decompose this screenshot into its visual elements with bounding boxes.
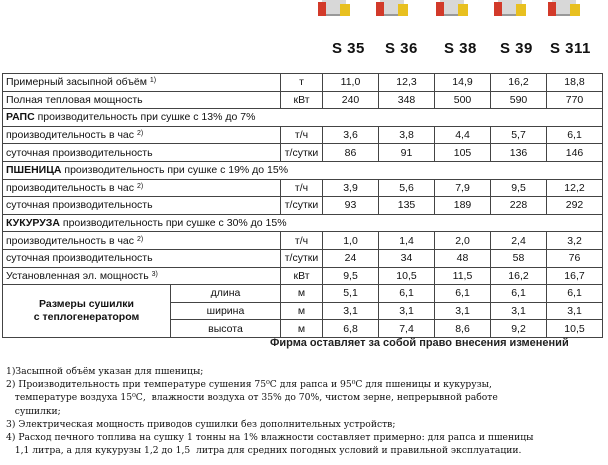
section-1-row-0-value-1: 5,6 <box>379 179 435 197</box>
dryer-image-4 <box>548 0 582 18</box>
section-header-1 <box>3 161 603 179</box>
section-1-row-1 <box>3 197 603 215</box>
section-2-row-0-value-1: 1,4 <box>379 232 435 250</box>
dimension-2-value-1: 7,4 <box>379 320 435 338</box>
section-0-row-0-label-text: производительность в час <box>6 129 135 142</box>
section-2-row-0-label <box>3 232 281 250</box>
dimension-0-value-1: 6,1 <box>379 285 435 303</box>
general-row-0-value-2: 14,9 <box>435 74 491 92</box>
section-2-row-1-value-2: 48 <box>435 249 491 267</box>
power-row-value-1: 10,5 <box>379 267 435 285</box>
section-0-row-1-value-2: 105 <box>435 144 491 162</box>
model-header-4: S 311 <box>550 40 591 57</box>
model-header-0: S 35 <box>332 40 365 57</box>
section-header-2 <box>3 214 603 232</box>
section-2-row-0-label-text: производительность в час <box>6 234 135 247</box>
section-1-row-1-value-0: 93 <box>323 197 379 215</box>
dimension-0-value-3: 6,1 <box>491 285 547 303</box>
dryer-images <box>0 0 608 22</box>
dryer-image-0 <box>318 0 352 18</box>
section-0-row-0-value-0: 3,6 <box>323 126 379 144</box>
section-0-row-1-value-4: 146 <box>547 144 603 162</box>
dimension-1-value-1: 3,1 <box>379 302 435 320</box>
section-1-row-0-label-text: производительность в час <box>6 181 135 194</box>
section-0-row-0-value-1: 3,8 <box>379 126 435 144</box>
dimension-1-value-0: 3,1 <box>323 302 379 320</box>
section-subtitle-1: производительность при сушке с 19% до 15% <box>61 164 289 177</box>
section-subtitle-2: производительность при сушке с 30% до 15% <box>59 217 287 230</box>
model-header-1: S 36 <box>385 40 418 57</box>
footnote-line-1: 2) Производительность при температуре сушения 75⁰С для рапса и 95⁰С для пшеницы и кукурузы, <box>6 379 492 391</box>
general-row-0-value-3: 16,2 <box>491 74 547 92</box>
section-0-row-0-value-3: 5,7 <box>491 126 547 144</box>
section-2-row-0-label-footnote-ref: 2) <box>136 235 144 243</box>
dimensions-title-line1: Размеры сушилки <box>39 298 134 311</box>
general-row-0-value-0: 11,0 <box>323 74 379 92</box>
section-1-row-0-value-3: 9,5 <box>491 179 547 197</box>
section-0-row-0-label-footnote-ref: 2) <box>136 130 144 138</box>
general-row-1-value-0: 240 <box>323 91 379 109</box>
firm-note: Фирма оставляет за собой право внесения изменений <box>270 337 569 349</box>
general-row-1-value-4: 770 <box>547 91 603 109</box>
general-row-1-value-2: 500 <box>435 91 491 109</box>
power-row-label-text: Установленная эл. мощность <box>6 269 149 282</box>
general-row-0-label-text: Примерный засыпной объём <box>6 76 147 89</box>
dimension-2-value-2: 8,6 <box>435 320 491 338</box>
power-row-label-footnote-ref: 3) <box>151 270 158 278</box>
section-0-row-1-unit: т/сутки <box>281 144 323 162</box>
power-row-unit: кВт <box>281 267 323 285</box>
footnote-line-3: сушилки; <box>6 405 61 417</box>
power-row-label <box>3 267 281 285</box>
section-0-row-0-value-4: 6,1 <box>547 126 603 144</box>
section-1-row-0-unit: т/ч <box>281 179 323 197</box>
footnotes <box>6 365 533 457</box>
dimension-2-value-3: 9,2 <box>491 320 547 338</box>
dimension-1-value-4: 3,1 <box>547 302 603 320</box>
general-row-0 <box>3 74 603 92</box>
general-row-1-unit: кВт <box>281 91 323 109</box>
general-row-0-value-4: 18,8 <box>547 74 603 92</box>
section-crop-2: КУКУРУЗА <box>6 217 60 230</box>
section-crop-1: ПШЕНИЦА <box>6 164 62 177</box>
general-row-1-label-text: Полная тепловая мощность <box>6 93 143 106</box>
section-2-row-1-value-0: 24 <box>323 249 379 267</box>
section-header-0 <box>3 109 603 127</box>
dimensions-title-line2: с теплогенератором <box>33 311 140 324</box>
dryer-image-3 <box>494 0 528 18</box>
section-1-row-1-value-3: 228 <box>491 197 547 215</box>
section-1-row-0-value-0: 3,9 <box>323 179 379 197</box>
section-0-row-0 <box>3 126 603 144</box>
section-1-row-0 <box>3 179 603 197</box>
general-row-0-unit: т <box>281 74 323 92</box>
section-2-row-0-value-0: 1,0 <box>323 232 379 250</box>
dimension-2-value-4: 10,5 <box>547 320 603 338</box>
footnote-line-6: 1,1 литра, а для кукурузы 1,2 до 1,5 литра для средних погодных условий и правильной эксплуатации. <box>6 445 522 457</box>
power-row-value-3: 16,2 <box>491 267 547 285</box>
footnote-line-0: 1)Засыпной объём указан для пшеницы; <box>6 366 204 377</box>
section-2-row-1-unit: т/сутки <box>281 249 323 267</box>
section-0-row-1-label <box>3 144 281 162</box>
section-1-row-0-value-4: 12,2 <box>547 179 603 197</box>
section-2-row-0-value-2: 2,0 <box>435 232 491 250</box>
power-row <box>3 267 603 285</box>
section-1-row-1-label <box>3 197 281 215</box>
general-row-1-value-3: 590 <box>491 91 547 109</box>
section-0-row-1 <box>3 144 603 162</box>
dimension-1-value-3: 3,1 <box>491 302 547 320</box>
power-row-value-2: 11,5 <box>435 267 491 285</box>
section-2-row-1-label-text: суточная производительность <box>6 252 153 265</box>
section-0-row-1-label-text: суточная производительность <box>6 146 153 159</box>
power-row-value-0: 9,5 <box>323 267 379 285</box>
section-0-row-0-value-2: 4,4 <box>435 126 491 144</box>
section-1-row-0-value-2: 7,9 <box>435 179 491 197</box>
section-1-row-0-label-footnote-ref: 2) <box>136 182 144 190</box>
section-2-row-0-unit: т/ч <box>281 232 323 250</box>
dimension-label-0: длина <box>171 285 281 303</box>
section-1-row-1-value-1: 135 <box>379 197 435 215</box>
section-1-row-1-value-4: 292 <box>547 197 603 215</box>
section-2-row-1 <box>3 249 603 267</box>
general-row-0-value-1: 12,3 <box>379 74 435 92</box>
dimension-1-value-2: 3,1 <box>435 302 491 320</box>
general-row-1-label <box>3 91 281 109</box>
dimension-0-value-4: 6,1 <box>547 285 603 303</box>
section-2-row-1-value-4: 76 <box>547 249 603 267</box>
dimension-row-0 <box>3 285 603 303</box>
section-2-row-0 <box>3 232 603 250</box>
dryer-image-1 <box>376 0 410 18</box>
section-crop-0: РАПС <box>6 111 35 124</box>
model-header-3: S 39 <box>500 40 533 57</box>
dimensions-title <box>3 285 171 338</box>
section-1-row-1-label-text: суточная производительность <box>6 199 153 212</box>
section-0-row-0-unit: т/ч <box>281 126 323 144</box>
section-title-2 <box>3 214 603 232</box>
general-row-0-label <box>3 74 281 92</box>
section-1-row-1-unit: т/сутки <box>281 197 323 215</box>
section-2-row-1-label <box>3 249 281 267</box>
section-1-row-1-value-2: 189 <box>435 197 491 215</box>
dimension-label-1: ширина <box>171 302 281 320</box>
section-subtitle-0: производительность при сушке с 13% до 7% <box>34 111 256 124</box>
section-title-0 <box>3 109 603 127</box>
section-2-row-0-value-4: 3,2 <box>547 232 603 250</box>
section-1-row-0-label <box>3 179 281 197</box>
general-row-1 <box>3 91 603 109</box>
dimension-2-value-0: 6,8 <box>323 320 379 338</box>
footnote-line-5: 4) Расход печного топлива на сушку 1 тонны на 1% влажности составляет примерно: для рапса и пшеницы <box>6 432 534 444</box>
section-2-row-1-value-3: 58 <box>491 249 547 267</box>
dimension-unit-1: м <box>281 302 323 320</box>
general-row-0-label-footnote-ref: 1) <box>149 77 157 85</box>
section-0-row-1-value-1: 91 <box>379 144 435 162</box>
section-0-row-0-label <box>3 126 281 144</box>
section-0-row-1-value-3: 136 <box>491 144 547 162</box>
section-2-row-1-value-1: 34 <box>379 249 435 267</box>
specs-table <box>2 73 603 338</box>
power-row-value-4: 16,7 <box>547 267 603 285</box>
model-header-2: S 38 <box>444 40 477 57</box>
footnote-line-4: 3) Электрическая мощность приводов сушилки без дополнительных устройств; <box>6 418 396 430</box>
dimension-label-2: высота <box>171 320 281 338</box>
dryer-image-2 <box>436 0 470 18</box>
general-row-1-value-1: 348 <box>379 91 435 109</box>
dimension-unit-0: м <box>281 285 323 303</box>
dimension-unit-2: м <box>281 320 323 338</box>
section-title-1 <box>3 161 603 179</box>
section-2-row-0-value-3: 2,4 <box>491 232 547 250</box>
section-0-row-1-value-0: 86 <box>323 144 379 162</box>
footnote-line-2: температуре воздуха 15⁰С, влажности воздуха от 35% до 70%, чистом зерне, непрерывной работе <box>6 392 498 404</box>
dimension-0-value-2: 6,1 <box>435 285 491 303</box>
dimension-0-value-0: 5,1 <box>323 285 379 303</box>
